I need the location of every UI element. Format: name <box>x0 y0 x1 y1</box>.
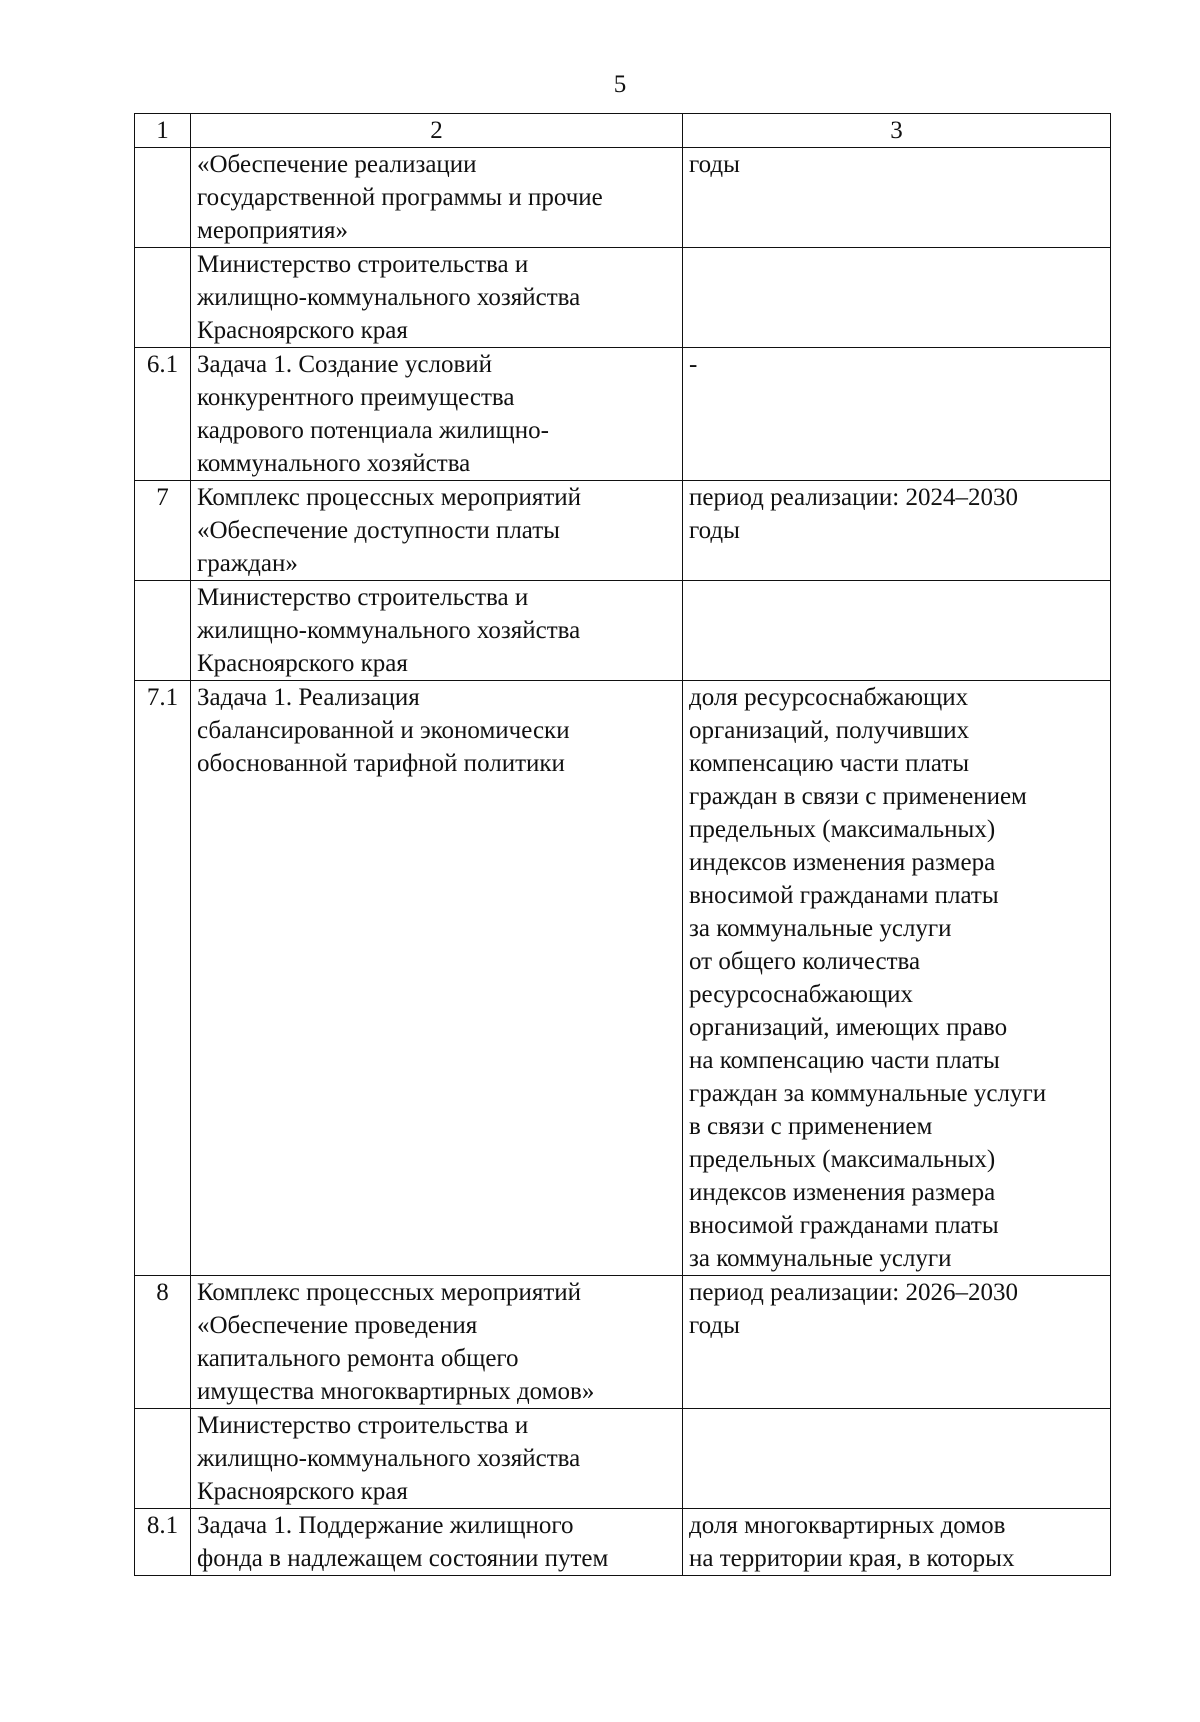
description-cell: Министерство строительства и жилищно-коммунального хозяйства Красноярского края <box>191 581 683 681</box>
table-row <box>135 1409 1111 1509</box>
table-row <box>135 348 1111 481</box>
table-row <box>135 581 1111 681</box>
table-row <box>135 481 1111 581</box>
table-row <box>135 1509 1111 1576</box>
header-col-1: 1 <box>135 114 191 148</box>
header-col-2: 2 <box>191 114 683 148</box>
row-number-cell: 6.1 <box>135 348 191 481</box>
row-number-cell: 7.1 <box>135 681 191 1276</box>
table-row <box>135 148 1111 248</box>
table-header-row <box>135 114 1111 148</box>
description-cell: Задача 1. Реализация сбалансированной и экономически обоснованной тарифной политики <box>191 681 683 1276</box>
row-number-cell: 8 <box>135 1276 191 1409</box>
program-table <box>134 113 1111 1576</box>
header-col-3: 3 <box>683 114 1111 148</box>
description-cell: Комплекс процессных мероприятий «Обеспечение доступности платы граждан» <box>191 481 683 581</box>
indicator-cell: годы <box>683 148 1111 248</box>
indicator-cell <box>683 581 1111 681</box>
table-row <box>135 681 1111 1276</box>
table-row <box>135 248 1111 348</box>
table-row <box>135 1276 1111 1409</box>
indicator-cell: период реализации: 2026–2030 годы <box>683 1276 1111 1409</box>
indicator-cell <box>683 1409 1111 1509</box>
row-number-cell <box>135 1409 191 1509</box>
indicator-cell: доля многоквартирных домов на территории края, в которых <box>683 1509 1111 1576</box>
description-cell: Задача 1. Поддержание жилищного фонда в надлежащем состоянии путем <box>191 1509 683 1576</box>
indicator-cell: доля ресурсоснабжающих организаций, получивших компенсацию части платы граждан в связи с применением предельных (максимальных) индексов изменения размера вносимой гражданами платы за коммунальные услуги от общего количества ресурсоснабжающих организаций, имеющих право на компенсацию части платы граждан за коммунальные услуги в связи с применением предельных (максимальных) индексов изменения размера вносимой гражданами платы за коммунальные услуги <box>683 681 1111 1276</box>
description-cell: Комплекс процессных мероприятий «Обеспечение проведения капитального ремонта общего имущества многоквартирных домов» <box>191 1276 683 1409</box>
description-cell: Задача 1. Создание условий конкурентного преимущества кадрового потенциала жилищно- коммунального хозяйства <box>191 348 683 481</box>
row-number-cell: 8.1 <box>135 1509 191 1576</box>
indicator-cell <box>683 248 1111 348</box>
description-cell: Министерство строительства и жилищно-коммунального хозяйства Красноярского края <box>191 1409 683 1509</box>
description-cell: Министерство строительства и жилищно-коммунального хозяйства Красноярского края <box>191 248 683 348</box>
page-number: 5 <box>613 71 627 98</box>
row-number-cell <box>135 581 191 681</box>
row-number-cell <box>135 148 191 248</box>
row-number-cell: 7 <box>135 481 191 581</box>
indicator-cell: период реализации: 2024–2030 годы <box>683 481 1111 581</box>
description-cell: «Обеспечение реализации государственной программы и прочие мероприятия» <box>191 148 683 248</box>
row-number-cell <box>135 248 191 348</box>
indicator-cell: - <box>683 348 1111 481</box>
